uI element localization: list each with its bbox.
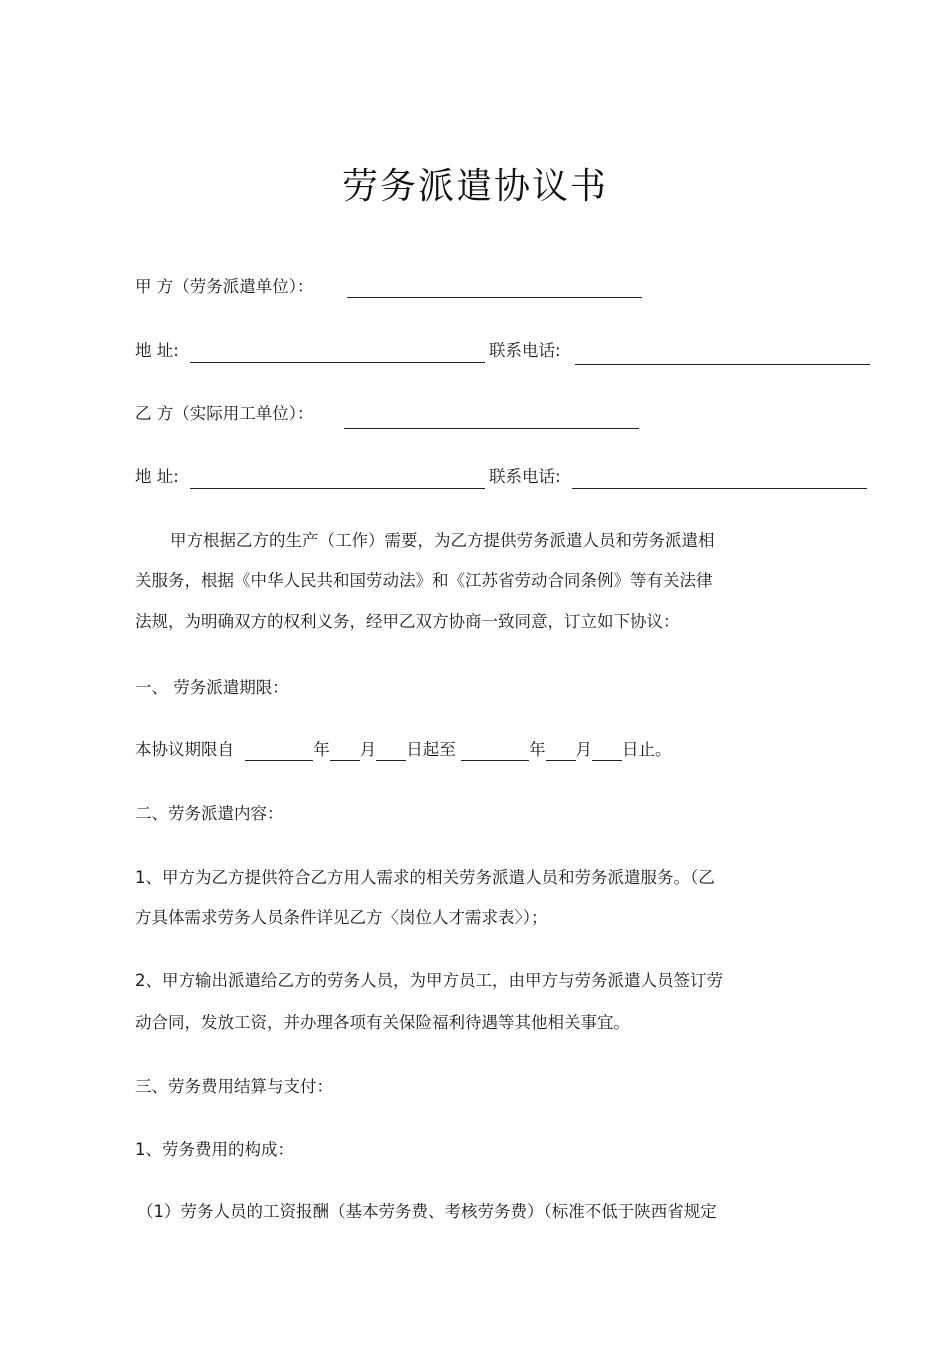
party-b-label: 乙 方（实际用工单位）： (135, 404, 314, 423)
phone-blank-1[interactable] (575, 364, 870, 365)
intro-line-2: 关服务，根据《中华人民共和国劳动法》和《江苏省劳动合同条例》等有关法律 (135, 571, 713, 590)
item-2-2-line-2: 动合同，发放工资，并办理各项有关保险福利待遇等其他相关事宜。 (135, 1013, 630, 1032)
party-a-blank[interactable] (347, 297, 642, 298)
phone-label-2: 联系电话: (489, 467, 561, 486)
item-2-1-line-1: 1、甲方为乙方提供符合乙方用人需求的相关劳务派遣人员和劳务派遣服务。（乙 (135, 868, 715, 887)
document-title: 劳务派遣协议书 (341, 166, 608, 207)
term-prefix: 本协议期限自 (135, 740, 234, 759)
address-blank-1[interactable] (190, 362, 485, 363)
party-a-label: 甲 方（劳务派遣单位）： (135, 277, 314, 296)
term-start-month-blank[interactable] (330, 742, 360, 761)
item-2-2-line-1: 2、甲方输出派遣给乙方的劳务人员，为甲方员工，由甲方与劳务派遣人员签订劳 (135, 971, 723, 990)
intro-line-3: 法规，为明确双方的权利义务，经甲乙双方协商一致同意，订立如下协议： (135, 612, 680, 631)
section-3-title: 三、劳务费用结算与支付： (135, 1077, 333, 1096)
address-label-1: 地 址: (135, 341, 179, 360)
term-start-day-blank[interactable] (376, 742, 406, 761)
intro-line-1: 甲方根据乙方的生产（工作）需要，为乙方提供劳务派遣人员和劳务派遣相 (170, 531, 715, 550)
term-end-month-blank[interactable] (546, 742, 576, 761)
term-year-2: 年 (529, 740, 546, 759)
phone-blank-2[interactable] (572, 488, 867, 489)
item-3-1: 1、劳务费用的构成： (135, 1140, 294, 1159)
term-year-1: 年 (313, 740, 330, 759)
term-month-2: 月 (575, 740, 592, 759)
term-month-1: 月 (359, 740, 377, 759)
term-end-year-blank[interactable] (461, 742, 529, 761)
term-line (135, 739, 672, 761)
term-day-2: 日止。 (622, 740, 672, 759)
section-2-title: 二、劳务派遣内容： (135, 804, 284, 823)
party-b-blank[interactable] (344, 428, 639, 429)
section-1-title: 一、 劳务派遣期限： (135, 678, 289, 697)
term-end-day-blank[interactable] (592, 742, 622, 761)
term-start-year-blank[interactable] (245, 742, 313, 761)
address-blank-2[interactable] (190, 488, 485, 489)
item-2-1-line-2: 方具体需求劳务人员条件详见乙方〈岗位人才需求表〉）； (135, 908, 548, 927)
item-3-1-1: （1）劳务人员的工资报酬（基本劳务费、考核劳务费）（标准不低于陕西省规定 (137, 1202, 717, 1221)
term-day-1: 日起至 (406, 740, 456, 759)
address-label-2: 地 址: (135, 467, 179, 486)
phone-label-1: 联系电话: (489, 341, 561, 360)
